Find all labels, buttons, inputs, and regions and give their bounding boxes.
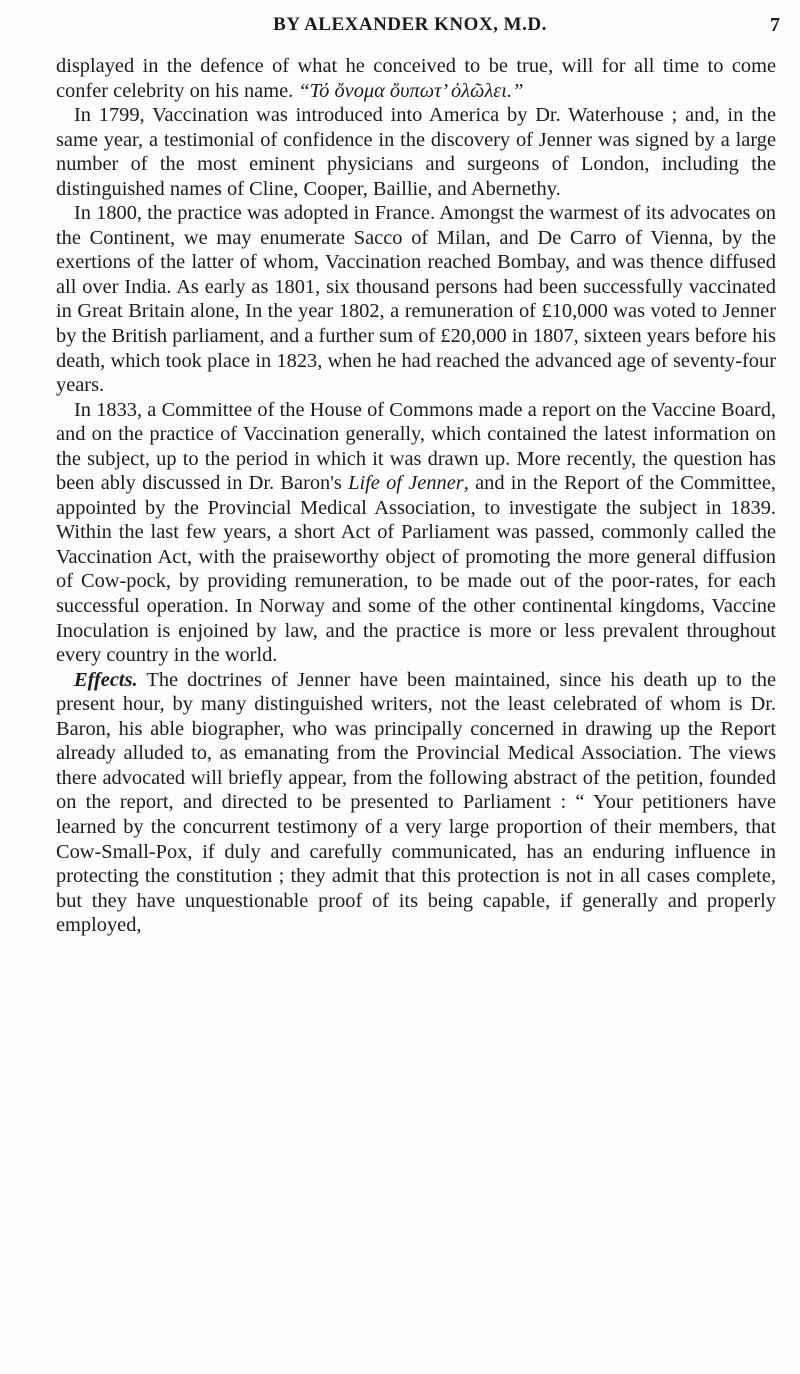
running-head <box>40 14 780 38</box>
paragraph-1833-text-b: , and in the Report of the Committee, appointed by the Provincial Medical Association, to investigate the subject in 1839. Within the last few years, a short Act of Parliament was passed, commonly called the Vaccination Act, with the praiseworthy object of promoting the more general diffusion of Cow-pock, by providing remuneration, to be made out of the poor-rates, for each successful operation. In Norway and some of the other continental kingdoms, Vaccine Inoculation is enjoined by law, and the practice is more or less prevalent throughout every country in the world. <box>56 472 776 667</box>
paragraph-celebrity <box>56 54 776 103</box>
paragraph-1800: In 1800, the practice was adopted in France. Amongst the warmest of its advocates on the Continent, we may enumerate Sacco of Milan, and De Carro of Vienna, by the exertions of the latter of whom, Vaccination reached Bombay, and was thence diffused all over India. As early as 1801, six thousand persons had been successfully vaccinated in Great Britain alone, In the year 1802, a remuneration of £10,000 was voted to Jenner by the British parliament, and a further sum of £20,000 in 1807, sixteen years before his death, which took place in 1823, when he had reached the advanced age of seventy-four years. <box>56 202 776 397</box>
body-text <box>56 54 776 938</box>
paragraph-celebrity-text: displayed in the defence of what he conceived to be true, will for all time to come confer celebrity on his name. <box>56 55 776 102</box>
paragraph-1833 <box>56 398 776 668</box>
paragraph-effects <box>56 668 776 938</box>
paragraph-effects-text: The doctrines of Jenner have been maintained, since his death up to the present hour, by many distinguished writers, not the least celebrated of whom is Dr. Baron, his able biographer, who was principally concerned in drawing up the Report already alluded to, as emanating from the Provincial Medical Association. The views there advocated will briefly appear, from the following abstract of the petition, founded on the report, and directed to be presented to Parliament : “ Your petitioners have learned by the concurrent testimony of a very large proportion of their members, that Cow-Small-Pox, if duly and carefully communicated, has an enduring influence in protecting the constitution ; they admit that this protection is not in all cases complete, but they have unquestionable proof of its being capable, if generally and properly employed, <box>56 668 776 937</box>
section-heading-effects: Effects. <box>74 668 138 691</box>
paragraph-1799: In 1799, Vaccination was introduced into America by Dr. Waterhouse ; and, in the same year, a testimonial of confidence in the discovery of Jenner was signed by a large number of the most eminent physicians and surgeons of London, including the distinguished names of Cline, Cooper, Baillie, and Abernethy. <box>56 104 776 200</box>
book-title-life-of-jenner: Life of Jenner <box>348 472 464 495</box>
paragraph-1833-text-a: In 1833, a Committee of the House of Commons made a report on the Vaccine Board, and on the practice of Vaccination generally, which contained the latest information on the subject, up to the period in which it was drawn up. More recently, the question has been ably discussed in Dr. Baron's <box>56 398 776 495</box>
running-title: BY ALEXANDER KNOX, M.D. <box>273 14 547 35</box>
page-number: 7 <box>770 14 780 36</box>
greek-quotation: “Τό ὄνομα ὄυπωτ’ ὀλῶλει.” <box>298 79 524 102</box>
